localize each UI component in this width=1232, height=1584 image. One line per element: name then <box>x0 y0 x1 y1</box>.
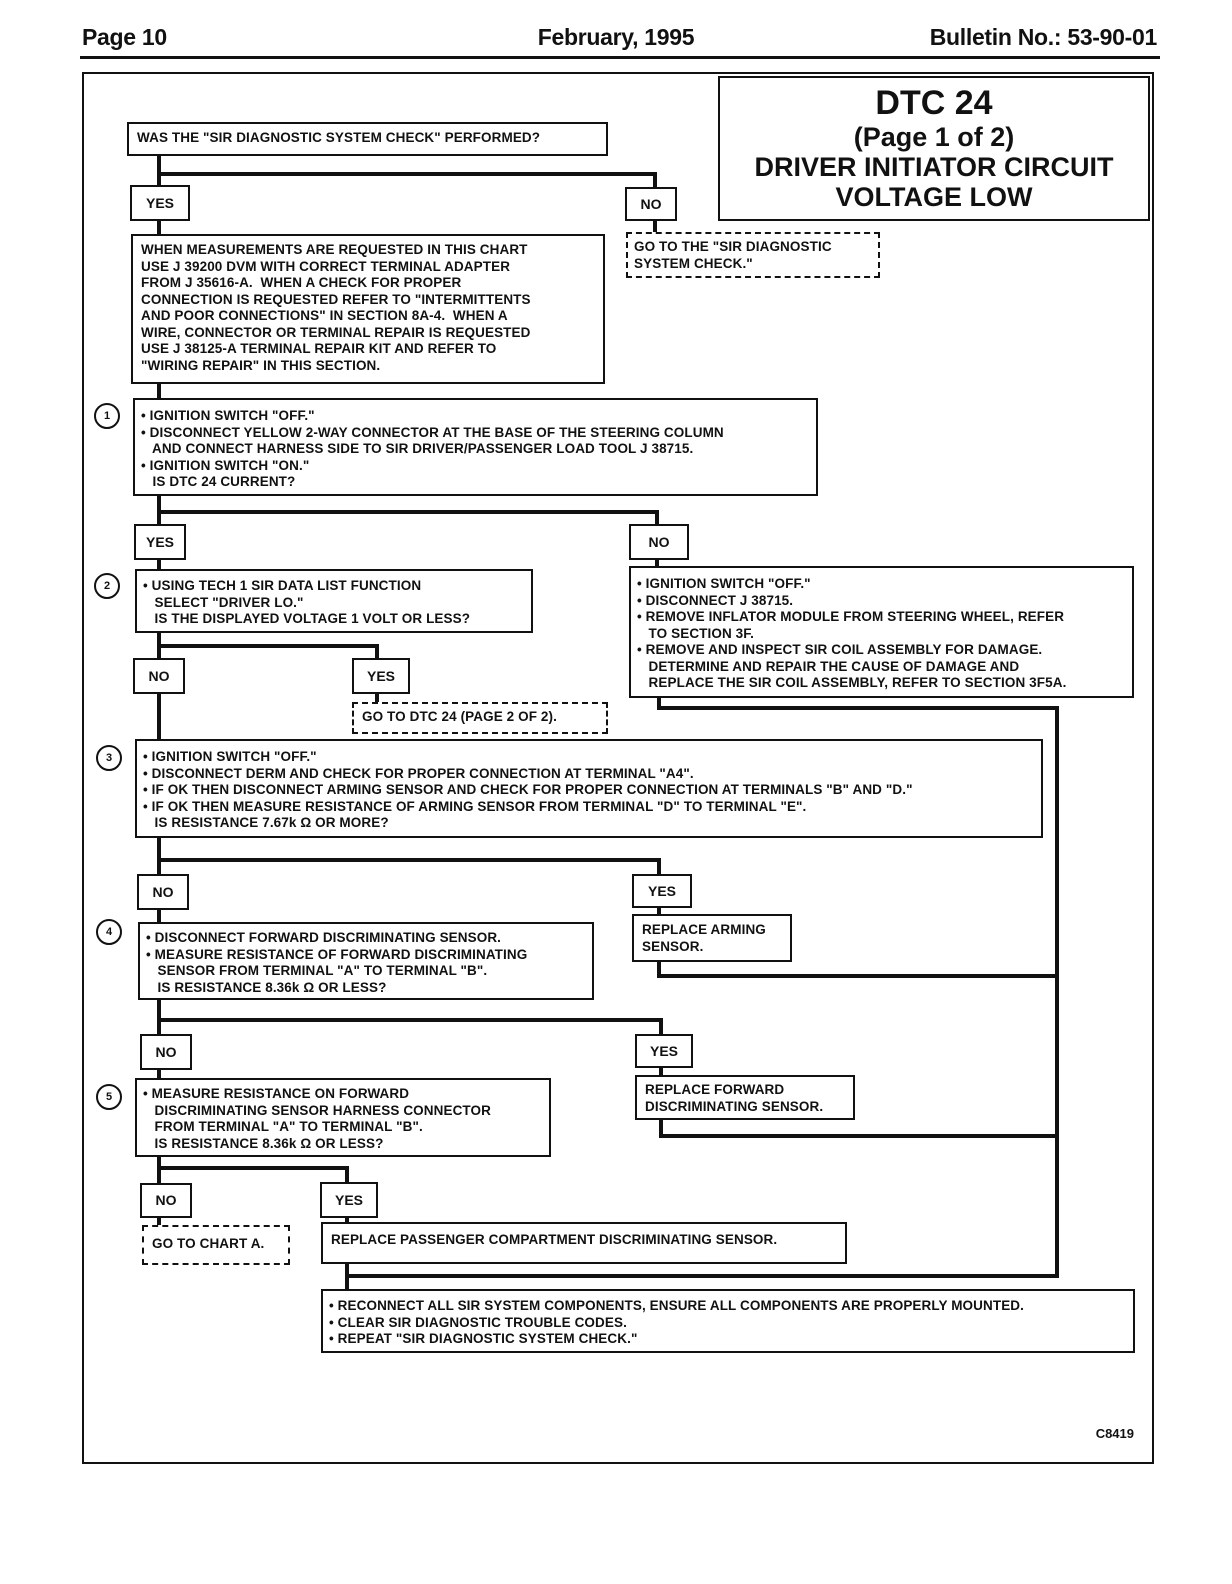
go-dtc24-page2-box: GO TO DTC 24 (PAGE 2 OF 2). <box>352 702 608 734</box>
step-4-line: • MEASURE RESISTANCE OF FORWARD DISCRIMINATING <box>146 946 528 962</box>
title-dtc: DTC 24 <box>875 84 993 122</box>
step-1-no-action <box>629 566 1134 698</box>
action-line: REPLACE THE SIR COIL ASSEMBLY, REFER TO SECTION 3F5A. <box>637 675 1067 690</box>
action-line: TO SECTION 3F. <box>637 625 754 641</box>
action-line: • IGNITION SWITCH "OFF." <box>637 576 811 591</box>
step-2-line: SELECT "DRIVER LO." <box>143 594 304 610</box>
step-1-line: • IGNITION SWITCH "ON." <box>141 457 310 473</box>
go-sir-check-box <box>626 232 880 278</box>
step-2-yes-label: YES <box>352 658 410 694</box>
intro-line: "WIRING REPAIR" IN THIS SECTION. <box>141 357 381 373</box>
step-3-line: IS RESISTANCE 7.67k Ω OR MORE? <box>143 815 389 830</box>
step-4-yes-label: YES <box>635 1034 693 1068</box>
intro-line: AND POOR CONNECTIONS" IN SECTION 8A-4. WHEN A <box>141 308 508 323</box>
intro-line: WHEN MEASUREMENTS ARE REQUESTED IN THIS CHART <box>141 242 528 257</box>
start-no-label: NO <box>625 187 677 221</box>
intro-line: USE J 39200 DVM WITH CORRECT TERMINAL ADAPTER <box>141 258 511 274</box>
step-5-yes-label: YES <box>320 1182 378 1218</box>
intro-line: USE J 38125-A TERMINAL REPAIR KIT AND REFER TO <box>141 341 497 356</box>
step-1-line: IS DTC 24 CURRENT? <box>141 474 296 489</box>
bulletin-number: Bulletin No.: 53-90-01 <box>929 24 1157 50</box>
step-5-no-label: NO <box>140 1183 192 1218</box>
replace-forward-line: DISCRIMINATING SENSOR. <box>645 1098 824 1114</box>
step-5-line: • MEASURE RESISTANCE ON FORWARD <box>143 1086 410 1101</box>
replace-passenger-sensor: REPLACE PASSENGER COMPARTMENT DISCRIMINATING SENSOR. <box>321 1222 847 1264</box>
step-1-line: • DISCONNECT YELLOW 2-WAY CONNECTOR AT THE BASE OF THE STEERING COLUMN <box>141 424 724 440</box>
step-2-marker: 2 <box>94 573 120 599</box>
start-question: WAS THE "SIR DIAGNOSTIC SYSTEM CHECK" PERFORMED? <box>127 122 608 156</box>
step-1-marker: 1 <box>94 403 120 429</box>
go-chart-a-box: GO TO CHART A. <box>142 1225 290 1265</box>
replace-forward-line: REPLACE FORWARD <box>645 1082 785 1097</box>
step-2-box <box>135 569 533 633</box>
page-number: Page 10 <box>82 24 167 50</box>
title-circuit: DRIVER INITIATOR CIRCUIT <box>754 152 1114 182</box>
step-5-line: FROM TERMINAL "A" TO TERMINAL "B". <box>143 1119 423 1134</box>
bulletin-date: February, 1995 <box>537 24 695 50</box>
final-action-line: • CLEAR SIR DIAGNOSTIC TROUBLE CODES. <box>329 1314 627 1330</box>
replace-forward-sensor <box>635 1075 855 1120</box>
chart-title <box>718 76 1150 221</box>
final-action-line: • RECONNECT ALL SIR SYSTEM COMPONENTS, ENSURE ALL COMPONENTS ARE PROPERLY MOUNTED. <box>329 1298 1024 1313</box>
go-sir-check-line1: GO TO THE "SIR DIAGNOSTIC <box>634 239 832 254</box>
action-line: • REMOVE AND INSPECT SIR COIL ASSEMBLY FOR DAMAGE. <box>637 642 1043 657</box>
action-line: • REMOVE INFLATOR MODULE FROM STEERING WHEEL, REFER <box>637 609 1065 624</box>
figure-code: C8419 <box>1095 1426 1134 1441</box>
step-1-box <box>133 398 818 496</box>
step-2-line: IS THE DISPLAYED VOLTAGE 1 VOLT OR LESS? <box>143 611 471 626</box>
step-5-marker: 5 <box>96 1084 122 1110</box>
intro-line: FROM J 35616-A. WHEN A CHECK FOR PROPER <box>141 275 462 290</box>
step-1-no-label: NO <box>629 524 689 560</box>
step-3-box <box>135 739 1043 838</box>
step-4-marker: 4 <box>96 919 122 945</box>
title-page: (Page 1 of 2) <box>853 122 1015 152</box>
action-line: • DISCONNECT J 38715. <box>637 592 794 608</box>
step-3-yes-label: YES <box>632 874 692 908</box>
replace-arming-line: REPLACE ARMING <box>642 922 766 937</box>
step-5-line: DISCRIMINATING SENSOR HARNESS CONNECTOR <box>143 1102 491 1118</box>
step-3-line: • IF OK THEN MEASURE RESISTANCE OF ARMING SENSOR FROM TERMINAL "D" TO TERMINAL "E". <box>143 798 807 814</box>
start-yes-label: YES <box>130 185 190 221</box>
replace-arming-line: SENSOR. <box>642 938 704 954</box>
step-4-line: IS RESISTANCE 8.36k Ω OR LESS? <box>146 979 387 995</box>
step-3-marker: 3 <box>96 745 122 771</box>
step-1-line: AND CONNECT HARNESS SIDE TO SIR DRIVER/PASSENGER LOAD TOOL J 38715. <box>141 441 694 456</box>
step-1-yes-label: YES <box>134 524 186 560</box>
step-3-no-label: NO <box>137 874 189 910</box>
step-3-line: • DISCONNECT DERM AND CHECK FOR PROPER CONNECTION AT TERMINAL "A4". <box>143 765 694 781</box>
intro-note <box>131 234 605 384</box>
step-4-no-label: NO <box>140 1034 192 1070</box>
action-line: DETERMINE AND REPAIR THE CAUSE OF DAMAGE AND <box>637 658 1020 674</box>
step-4-line: • DISCONNECT FORWARD DISCRIMINATING SENSOR. <box>146 930 502 945</box>
step-2-no-label: NO <box>133 658 185 694</box>
final-action-box <box>321 1289 1135 1353</box>
step-1-line: • IGNITION SWITCH "OFF." <box>141 408 315 423</box>
replace-arming-sensor <box>632 914 792 962</box>
intro-line: CONNECTION IS REQUESTED REFER TO "INTERMITTENTS <box>141 291 531 307</box>
go-sir-check-line2: SYSTEM CHECK." <box>634 255 753 271</box>
step-3-line: • IGNITION SWITCH "OFF." <box>143 749 317 764</box>
header-rule <box>80 56 1160 59</box>
title-condition: VOLTAGE LOW <box>835 182 1033 212</box>
step-3-line: • IF OK THEN DISCONNECT ARMING SENSOR AND CHECK FOR PROPER CONNECTION AT TERMINALS "B" AND "D." <box>143 782 913 797</box>
step-5-box <box>135 1078 551 1157</box>
step-2-line: • USING TECH 1 SIR DATA LIST FUNCTION <box>143 578 422 593</box>
step-4-box <box>138 922 594 1000</box>
final-action-line: • REPEAT "SIR DIAGNOSTIC SYSTEM CHECK." <box>329 1331 638 1346</box>
step-5-line: IS RESISTANCE 8.36k Ω OR LESS? <box>143 1135 384 1151</box>
step-4-line: SENSOR FROM TERMINAL "A" TO TERMINAL "B". <box>146 963 488 978</box>
intro-line: WIRE, CONNECTOR OR TERMINAL REPAIR IS REQUESTED <box>141 324 531 340</box>
